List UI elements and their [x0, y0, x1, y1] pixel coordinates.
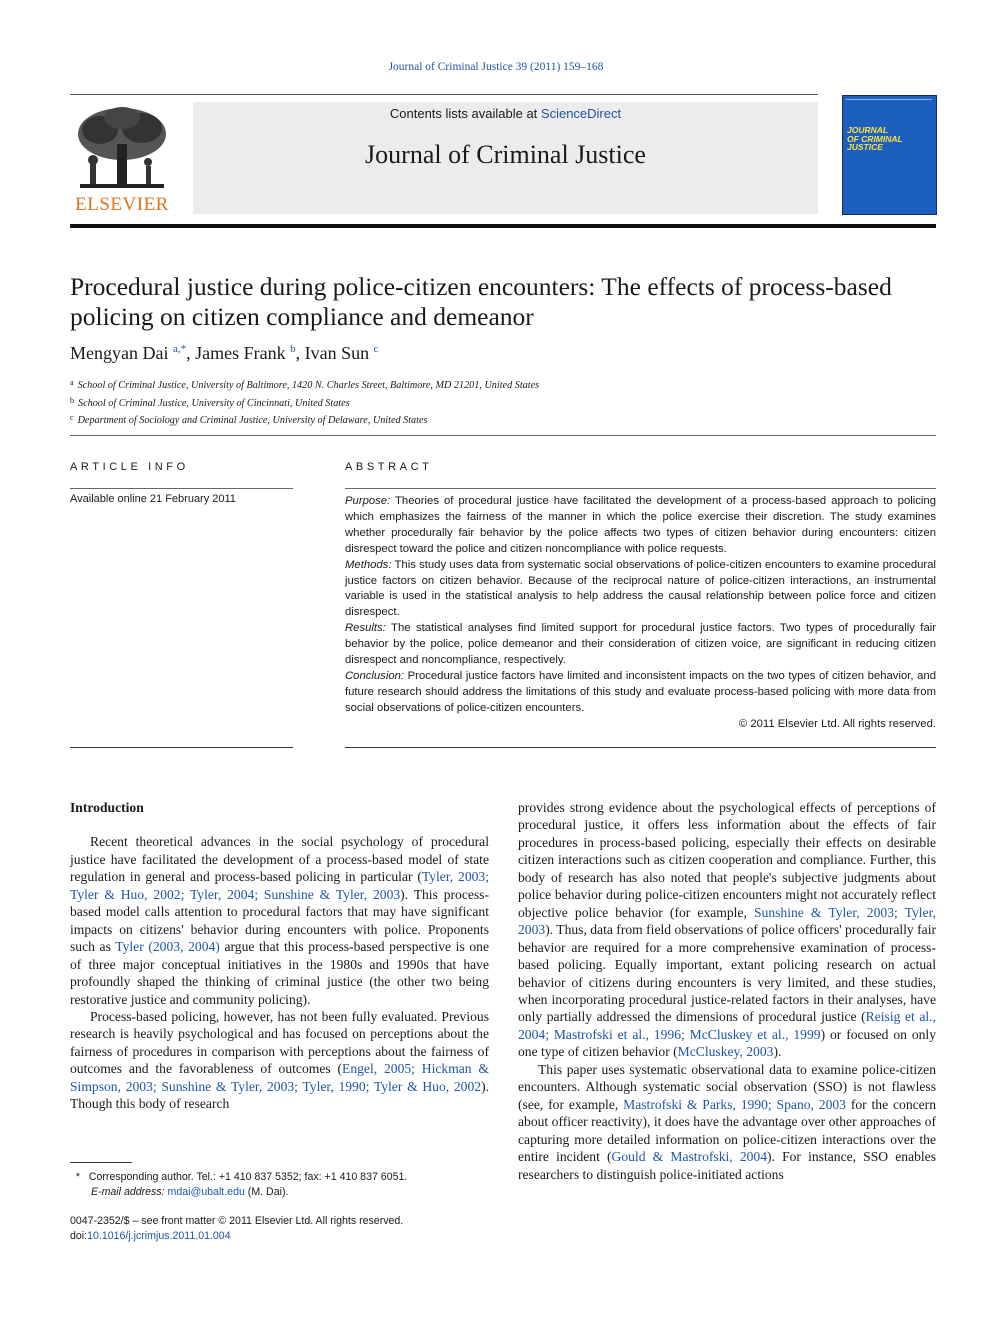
body-column-left: [70, 799, 489, 1113]
footnote-rule: [70, 1162, 132, 1163]
body-paragraph: [518, 799, 936, 1061]
body-text: This paper uses systematic observational data to examine police-citizen encounters. Although systematic social observation (SSO) is not flawless (see, for example,: [518, 1061, 936, 1112]
affiliations: [70, 376, 539, 429]
footnote-mark: *: [75, 1171, 81, 1183]
abstract-results-label: Results:: [345, 622, 386, 635]
footnote-text: Corresponding author. Tel.: +1 410 837 5352; fax: +1 410 837 6051.: [88, 1171, 408, 1183]
citation-link[interactable]: Mastrofski & Parks, 1990; Spano, 2003: [623, 1096, 846, 1112]
abstract-body: [345, 494, 936, 733]
available-online-date: Available online 21 February 2011: [70, 493, 236, 505]
body-text: ). Thus, data from field observations of police officers' procedurally fair behavior are required for a more comprehensive examination of process-based policing. Equally important, extant policing research on actual behavior of citizens during encounters is very limited, and these studies, when incorporating procedural justice-related factors in their analyses, have only partially addressed the dimensions of procedural justice (: [518, 922, 936, 1025]
abstract-divider: [345, 488, 936, 489]
author-separator: ,: [186, 343, 196, 363]
author-name: James Frank: [195, 343, 286, 363]
email-link[interactable]: mdai@ubalt.edu: [167, 1186, 245, 1198]
article-info-heading: ARTICLE INFO: [70, 461, 189, 473]
body-text: ). For instance, SSO enables researchers to distinguish police-initiated actions: [518, 1149, 937, 1182]
body-paragraph: [70, 1008, 489, 1113]
citation-link[interactable]: Engel, 2005; Hickman & Simpson, 2003; Sunshine & Tyler, 2003; Tyler, 1990; Tyler & Huo, 2002: [70, 1061, 490, 1094]
affiliation-mark: c: [70, 413, 74, 422]
abstract-heading: ABSTRACT: [345, 461, 433, 473]
article-info-divider: [70, 488, 293, 489]
affiliation: [70, 394, 539, 412]
body-text: Recent theoretical advances in the social psychology of procedural justice have facilitated the development of a process-based model of state regulation in general and process-based policing in particular (: [70, 834, 489, 885]
journal-cover-image[interactable]: [842, 95, 937, 215]
elsevier-logo: [70, 104, 174, 216]
author-affil-link[interactable]: a,*: [172, 343, 187, 355]
front-matter: [70, 1214, 403, 1243]
doi-link[interactable]: 10.1016/j.jcrimjus.2011.01.004: [87, 1229, 231, 1242]
abstract-methods: [345, 558, 936, 622]
abstract-results: [345, 621, 936, 669]
body-paragraph: [70, 833, 489, 1008]
body-text: ). Though this body of research: [70, 1078, 489, 1112]
article-info-bottom-rule: [70, 747, 293, 748]
doi-prefix: doi:: [70, 1229, 88, 1242]
header-thick-rule: [70, 224, 936, 228]
abstract-copyright: © 2011 Elsevier Ltd. All rights reserved.: [738, 717, 936, 730]
abstract-purpose-label: Purpose:: [345, 495, 391, 507]
footnote-email-line: [70, 1185, 490, 1200]
body-text: ).: [773, 1044, 782, 1060]
body-text: provides strong evidence about the psychological effects of perceptions of procedural justice, it offers less information about the effects of fair procedures in process-based policing, especially their effects on desirable citizen interactions such as citizen cooperation and compliance. Further, this body of research has also noted that people's subjective judgments about police behavior during police-citizen encounters might not accurately reflect objective police behavior (for example,: [518, 800, 936, 920]
citation-link[interactable]: McCluskey, 2003: [677, 1044, 774, 1060]
citation-link[interactable]: Gould & Mastrofski, 2004: [611, 1149, 768, 1165]
cover-header-strip: [846, 99, 932, 106]
body-text: for the concern about officer reactivity), it does have the advantage over other approaches of capturing more detailed information on police-citizen interactions over the entire incident (: [518, 1096, 937, 1165]
body-column-right: [518, 799, 936, 1183]
body-text: ). This process-based model calls attention to procedural factors that may have significant impacts on citizens' behavior during encounters with police. Proponents such as: [70, 886, 489, 955]
body-paragraph: [518, 1061, 936, 1183]
tree-icon: [70, 104, 174, 194]
author-affil-link[interactable]: b: [290, 343, 296, 355]
email-suffix: (M. Dai).: [244, 1186, 289, 1198]
article-title: Procedural justice during police-citizen encounters: The effects of process-based policing on citizen compliance and demeanor: [70, 272, 892, 331]
author-separator: ,: [295, 343, 305, 363]
citation-link[interactable]: Reisig et al., 2004; Mastrofski et al., 1996; McCluskey et al., 1999: [518, 1009, 936, 1042]
affiliation-text: School of Criminal Justice, University of Cincinnati, United States: [78, 397, 350, 409]
author-affil-link[interactable]: c: [373, 343, 379, 355]
abstract-bottom-rule: [345, 747, 936, 748]
affiliation-mark: a: [70, 378, 74, 387]
body-text: argue that this process-based perspective is one of three major conceptual initiatives in the 1980s and 1990s that have profoundly shaped the thinking of criminal justice (the other two being restorative justice and community policing).: [70, 939, 490, 1007]
body-text: ) or focused on only one type of citizen behavior (: [518, 1026, 936, 1060]
journal-title: Journal of Criminal Justice: [365, 140, 646, 169]
sciencedirect-link[interactable]: ScienceDirect: [540, 106, 622, 121]
abstract-methods-text: This study uses data from systematic social observations of police-citizen encounters to examine procedural justice factors on citizen behavior. Because of the reciprocal nature of police-citizen interactions, an instrumental variable is used in the statistical analysis to help address the causal relationship between police force and citizen disrespect.: [345, 558, 936, 619]
abstract-conclusion-text: Procedural justice factors have limited and inconsistent impacts on the two types of citizen behavior, and future research should address the limitations of this study and evaluate process-based policing with more data from social observations of police-citizen encounters.: [345, 669, 936, 714]
affiliation-mark: b: [70, 395, 74, 405]
affiliation-divider: [70, 435, 936, 436]
email-label: E-mail address:: [91, 1186, 165, 1198]
affiliation: [70, 411, 539, 429]
header-divider: [70, 94, 818, 95]
contents-line: [193, 106, 818, 121]
abstract-conclusion-label: Conclusion:: [345, 669, 405, 682]
cover-title: JOURNAL OF CRIMINAL JUSTICE: [847, 125, 903, 152]
elsevier-wordmark: ELSEVIER: [75, 194, 169, 215]
section-heading-introduction: Introduction: [70, 800, 144, 815]
abstract-conclusion: [345, 669, 936, 717]
citation-link[interactable]: Tyler (2003, 2004): [115, 939, 220, 955]
corresponding-author-footnote: [70, 1170, 490, 1200]
issn-line: 0047-2352/$ – see front matter © 2011 Elsevier Ltd. All rights reserved.: [70, 1215, 404, 1227]
footnote-line: [70, 1170, 490, 1185]
doi-line: [70, 1229, 403, 1244]
citation-link[interactable]: Sunshine & Tyler, 2003; Tyler, 2003: [518, 904, 936, 938]
affiliation-text: Department of Sociology and Criminal Justice, University of Delaware, United States: [77, 415, 428, 426]
abstract-purpose: [345, 494, 936, 558]
author-name: Ivan Sun: [304, 343, 370, 363]
abstract-purpose-text: Theories of procedural justice have facilitated the development of a process-based approach to policing which emphasizes the fairness of the manner in which the police exercise their discretion. The study examines whether procedurally fair behavior by the police affects two types of citizen behavior during encounters: citizen disrespect toward the police and citizen noncompliance with police requests.: [345, 495, 936, 555]
journal-reference-link[interactable]: Journal of Criminal Justice 39 (2011) 159–168: [388, 61, 604, 73]
citation-link[interactable]: Tyler, 2003; Tyler & Huo, 2002; Tyler, 2004; Sunshine & Tyler, 2003: [70, 869, 489, 902]
affiliation-text: School of Criminal Justice, University of Baltimore, 1420 N. Charles Street, Baltimore, MD 21201, United States: [77, 380, 540, 391]
author-list: [70, 343, 379, 364]
abstract-methods-label: Methods:: [345, 558, 392, 571]
contents-prefix: Contents lists available at: [389, 106, 541, 121]
body-text: Process-based policing, however, has not been fully evaluated. Previous research is heavily psychological and has focused on perceptions about the fairness of procedures in comparison with perceptions about the fairness of outcomes and the favorableness of outcomes (: [70, 1008, 489, 1077]
abstract-results-text: The statistical analyses find limited support for procedural justice factors. Two types of procedurally fair behavior by the police, police demeanor and their consideration of citizen voice, are significant in reducing citizen disrespect and noncompliance, respectively.: [345, 622, 936, 667]
affiliation: [70, 376, 539, 394]
author-name: Mengyan Dai: [70, 343, 169, 363]
